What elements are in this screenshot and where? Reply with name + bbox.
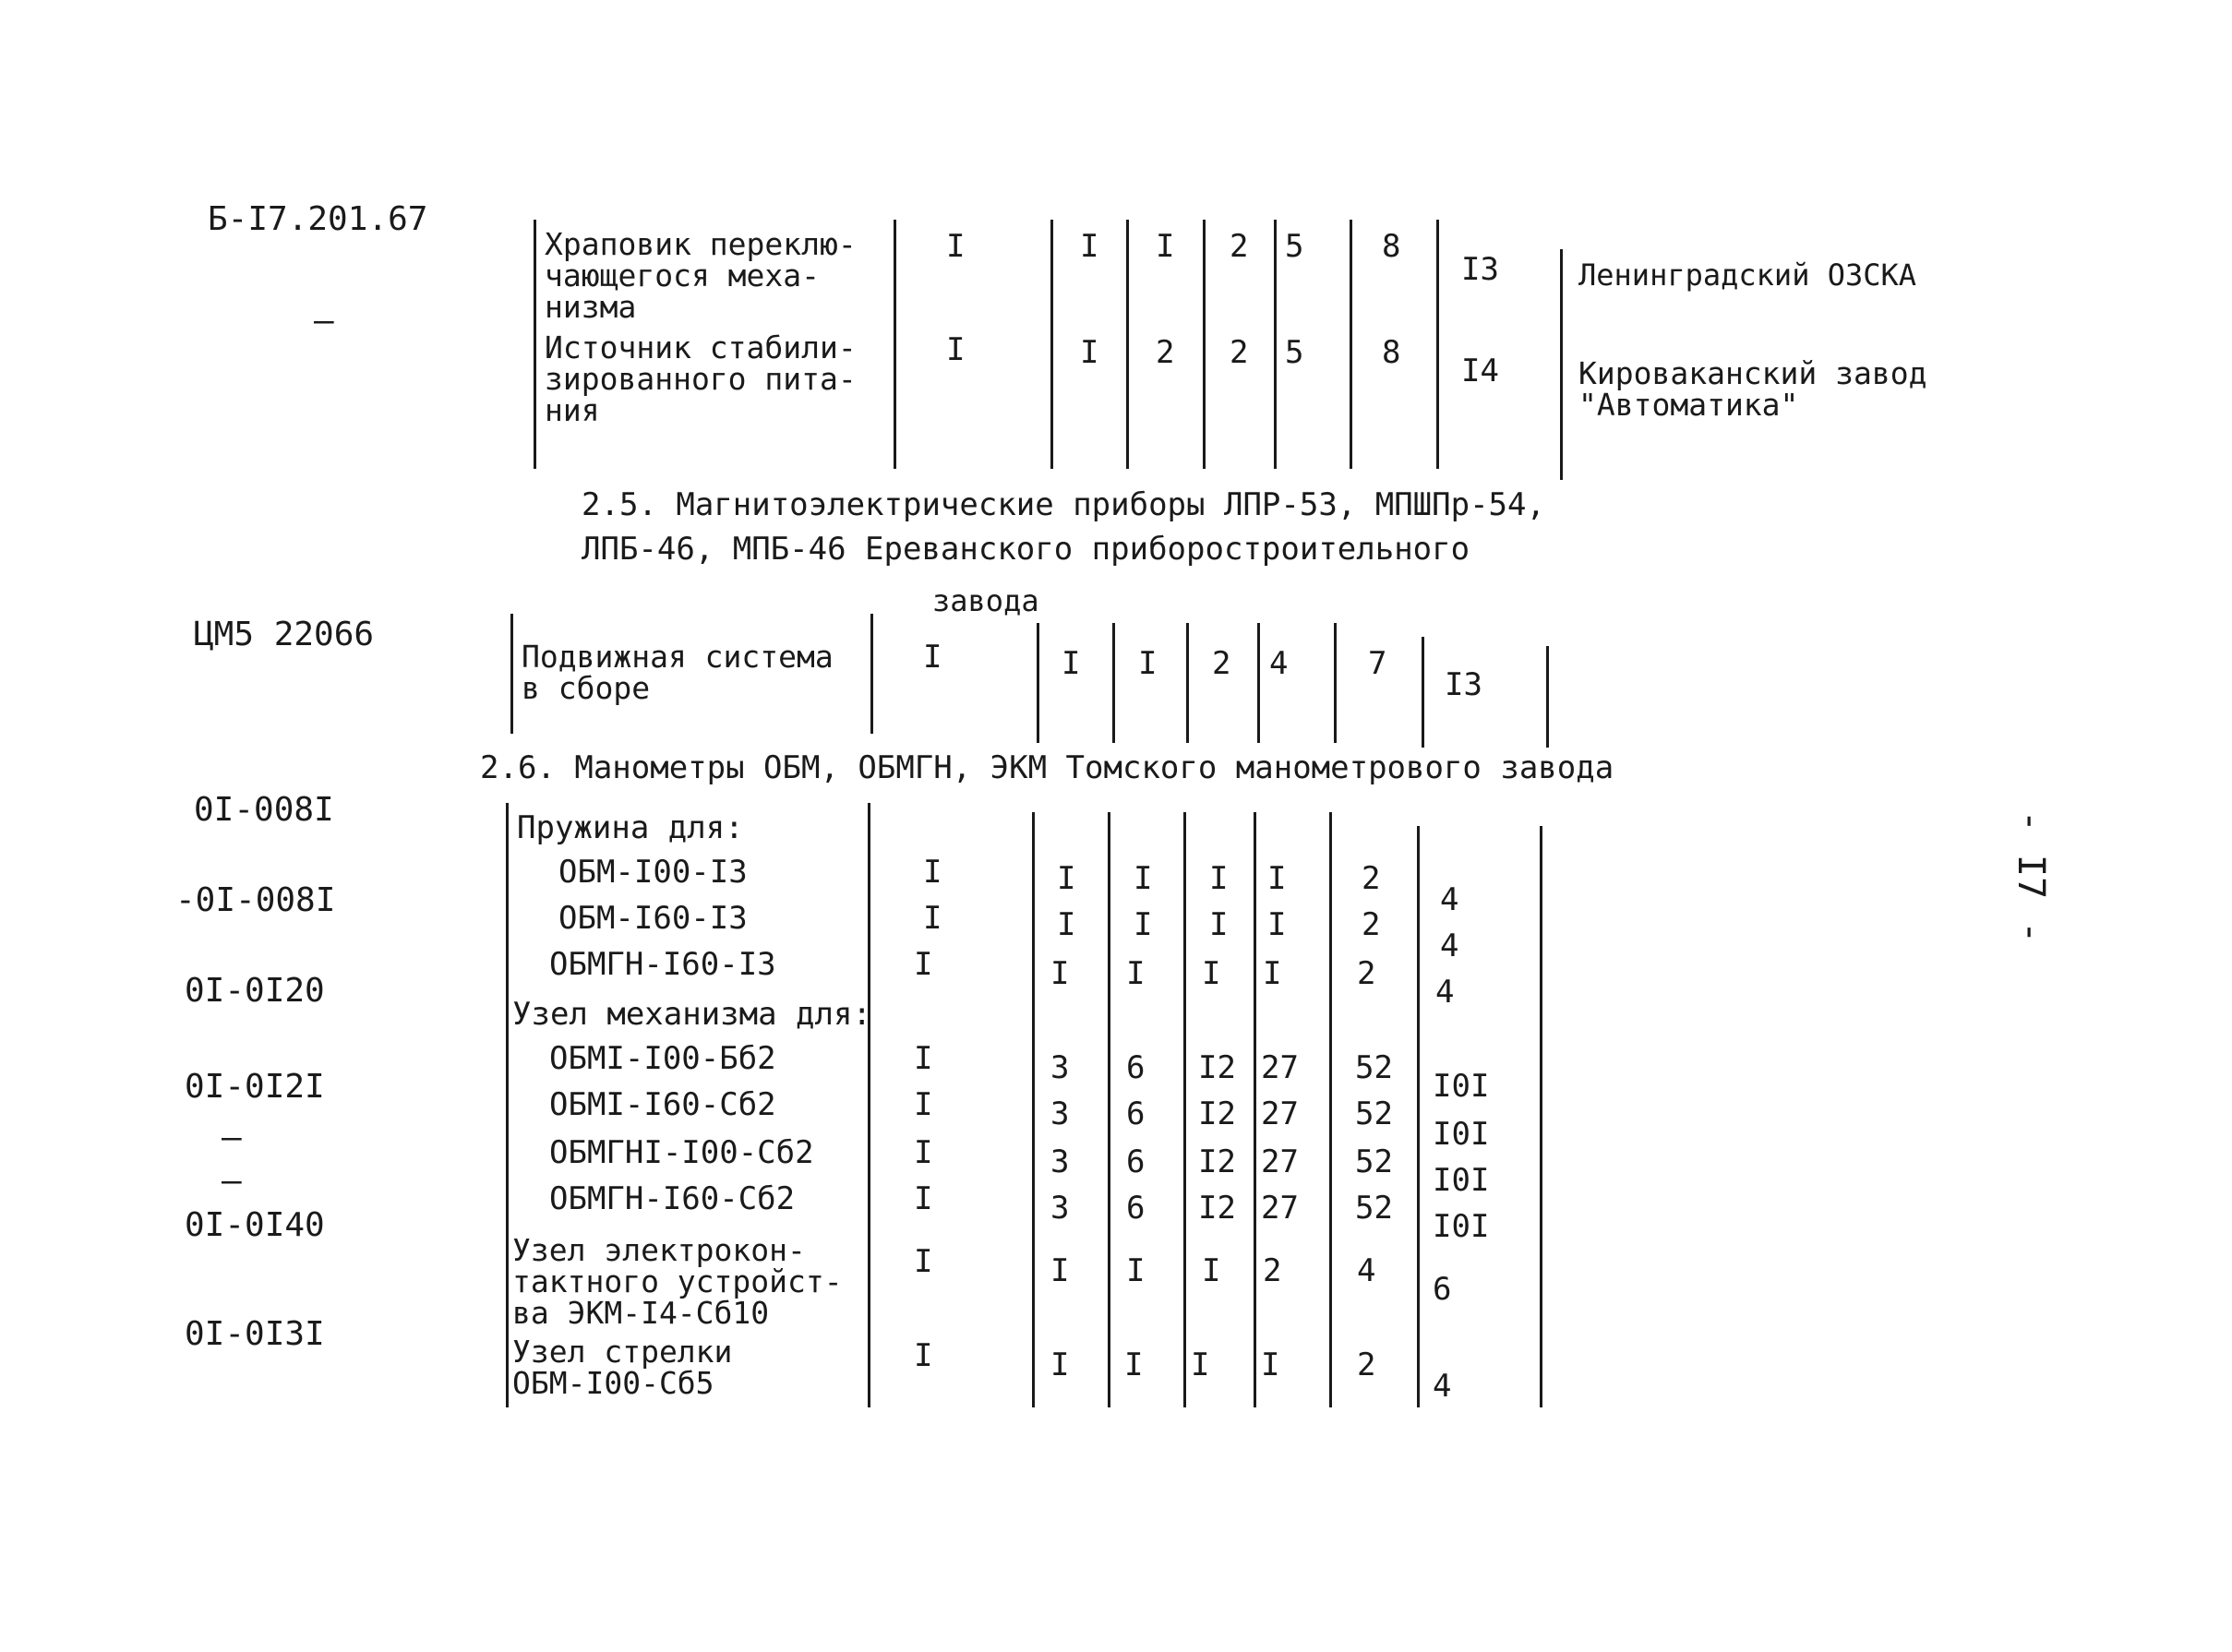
qty-cell: I [1209, 860, 1229, 897]
section-2-5-title-line2: ЛПБ-46, МПБ-46 Ереванского приборостроительного [582, 531, 1470, 568]
section-2-6-title: 2.6. Манометры ОБМ, ОБМГН, ЭКМ Томского манометрового завода [480, 749, 1614, 786]
item-name: ОБМГН-I60-Сб2 [549, 1180, 796, 1217]
qty-cell: I [914, 1180, 933, 1217]
qty-cell: I [914, 1134, 933, 1171]
table-row-desc: Храповик переклю- чающегося меха- низма [545, 226, 857, 325]
qty-cell: 3 [1050, 1143, 1070, 1180]
qty-cell: I [1267, 906, 1287, 943]
qty-cell: 2 [1362, 906, 1381, 943]
qty-cell: 52 [1355, 1143, 1393, 1180]
qty-cell: 27 [1261, 1095, 1299, 1132]
table-row-desc: Узел стрелки ОБМ-I00-Сб5 [512, 1334, 733, 1401]
qty-cell: I [914, 1086, 933, 1123]
qty-cell: 5 [1285, 228, 1304, 265]
qty-cell: 2 [1230, 228, 1249, 265]
item-name: ОБМ-I60-I3 [558, 900, 748, 937]
qty-cell: 4 [1440, 881, 1459, 918]
qty-cell: 27 [1261, 1143, 1299, 1180]
qty-cell: I [1267, 860, 1287, 897]
qty-cell: I [1124, 1347, 1144, 1383]
section-2-5-title-line3: завода [932, 583, 1039, 618]
qty-cell: I0I [1433, 1208, 1490, 1245]
supplier-text: Ленинградский ОЗСКА [1578, 257, 1917, 293]
qty-cell: I [1062, 645, 1081, 682]
qty-cell: I4 [1461, 353, 1499, 389]
qty-cell: I [1080, 228, 1099, 265]
qty-cell: I [923, 639, 942, 676]
table-row-desc: Источник стабили- зированного пита- ния [545, 329, 857, 428]
qty-cell: I [1057, 906, 1076, 943]
qty-cell: I [1134, 906, 1153, 943]
qty-cell: I3 [1461, 251, 1499, 288]
qty-cell: 52 [1355, 1049, 1393, 1086]
qty-cell: 6 [1126, 1143, 1146, 1180]
dash-mark: – [222, 1119, 242, 1156]
qty-cell: 2 [1212, 645, 1231, 682]
qty-cell: 4 [1269, 645, 1289, 682]
qty-cell: I [914, 946, 933, 983]
qty-cell: I [1134, 860, 1153, 897]
qty-cell: I [914, 1337, 933, 1374]
qty-cell: 8 [1382, 228, 1401, 265]
qty-cell: I [1138, 645, 1158, 682]
qty-cell: 3 [1050, 1049, 1070, 1086]
supplier-text: Кироваканский завод "Автоматика" [1578, 355, 1927, 423]
qty-cell: I [914, 1040, 933, 1077]
qty-cell: I0I [1433, 1116, 1490, 1153]
qty-cell: I2 [1198, 1049, 1236, 1086]
qty-cell: 6 [1126, 1049, 1146, 1086]
item-name: ОБМГНI-I00-Сб2 [549, 1134, 814, 1171]
qty-cell: 27 [1261, 1049, 1299, 1086]
qty-cell: I [1057, 860, 1076, 897]
qty-cell: I [1202, 1252, 1221, 1289]
qty-cell: 2 [1357, 955, 1376, 992]
group-label: Узел механизма для: [512, 996, 871, 1033]
item-name: ОБМГН-I60-I3 [549, 946, 776, 983]
qty-cell: 2 [1263, 1252, 1282, 1289]
qty-cell: I [1191, 1347, 1210, 1383]
qty-cell: 6 [1126, 1095, 1146, 1132]
qty-cell: I [1261, 1347, 1280, 1383]
item-code: 0I-008I [194, 791, 334, 829]
qty-cell: I [1050, 1252, 1070, 1289]
qty-cell: 7 [1368, 645, 1387, 682]
qty-cell: 2 [1362, 860, 1381, 897]
page-number: - I7 - [2010, 809, 2052, 944]
qty-cell: I0I [1433, 1068, 1490, 1105]
qty-cell: 2 [1230, 334, 1249, 371]
qty-cell: 2 [1156, 334, 1175, 371]
qty-cell: I [923, 900, 942, 937]
document-code: Б-I7.201.67 [208, 200, 428, 238]
qty-cell: 6 [1126, 1190, 1146, 1227]
qty-cell: I [1202, 955, 1221, 992]
qty-cell: I [1156, 228, 1175, 265]
dash-mark: – [222, 1162, 242, 1200]
qty-cell: I3 [1445, 666, 1482, 703]
qty-cell: 3 [1050, 1095, 1070, 1132]
qty-cell: I0I [1433, 1162, 1490, 1199]
qty-cell: 6 [1433, 1271, 1452, 1308]
qty-cell: I [1080, 334, 1099, 371]
qty-cell: I [1126, 955, 1146, 992]
qty-cell: 52 [1355, 1095, 1393, 1132]
qty-cell: I [946, 331, 966, 368]
item-name: ОБМI-I00-Бб2 [549, 1040, 776, 1077]
qty-cell: I [1050, 955, 1070, 992]
table-row-desc: Узел электрокон- тактного устройст- ва ЭКМ-I4-Сб10 [512, 1232, 843, 1331]
item-name: ОБМI-I60-Сб2 [549, 1086, 776, 1123]
qty-cell: I [1050, 1347, 1070, 1383]
qty-cell: 8 [1382, 334, 1401, 371]
qty-cell: 4 [1440, 928, 1459, 964]
qty-cell: 27 [1261, 1190, 1299, 1227]
qty-cell: I [1209, 906, 1229, 943]
page-number-container [2003, 809, 2058, 944]
qty-cell: 4 [1435, 974, 1455, 1011]
item-code: 0I-0I2I [185, 1068, 325, 1106]
qty-cell: I2 [1198, 1095, 1236, 1132]
item-code: 0I-0I3I [185, 1315, 325, 1353]
qty-cell: I2 [1198, 1190, 1236, 1227]
qty-cell: I2 [1198, 1143, 1236, 1180]
qty-cell: I [1263, 955, 1282, 992]
table-row-desc: Подвижная система в сборе [522, 639, 834, 706]
group-label: Пружина для: [517, 809, 744, 846]
qty-cell: 5 [1285, 334, 1304, 371]
item-name: ОБМ-I00-I3 [558, 854, 748, 891]
qty-cell: 52 [1355, 1190, 1393, 1227]
qty-cell: I [946, 228, 966, 265]
dash-mark: – [314, 302, 334, 340]
section-2-5-title: 2.5. Магнитоэлектрические приборы ЛПР-53, МПШПр-54, [582, 486, 1545, 523]
qty-cell: 3 [1050, 1190, 1070, 1227]
qty-cell: 4 [1433, 1368, 1452, 1405]
item-code: 0I-0I20 [185, 972, 325, 1010]
qty-cell: I [1126, 1252, 1146, 1289]
item-code: -0I-008I [175, 881, 336, 919]
item-code: 0I-0I40 [185, 1206, 325, 1244]
qty-cell: 2 [1357, 1347, 1376, 1383]
qty-cell: I [914, 1243, 933, 1280]
qty-cell: I [923, 854, 942, 891]
qty-cell: 4 [1357, 1252, 1376, 1289]
item-code: ЦМ5 22066 [194, 616, 375, 653]
